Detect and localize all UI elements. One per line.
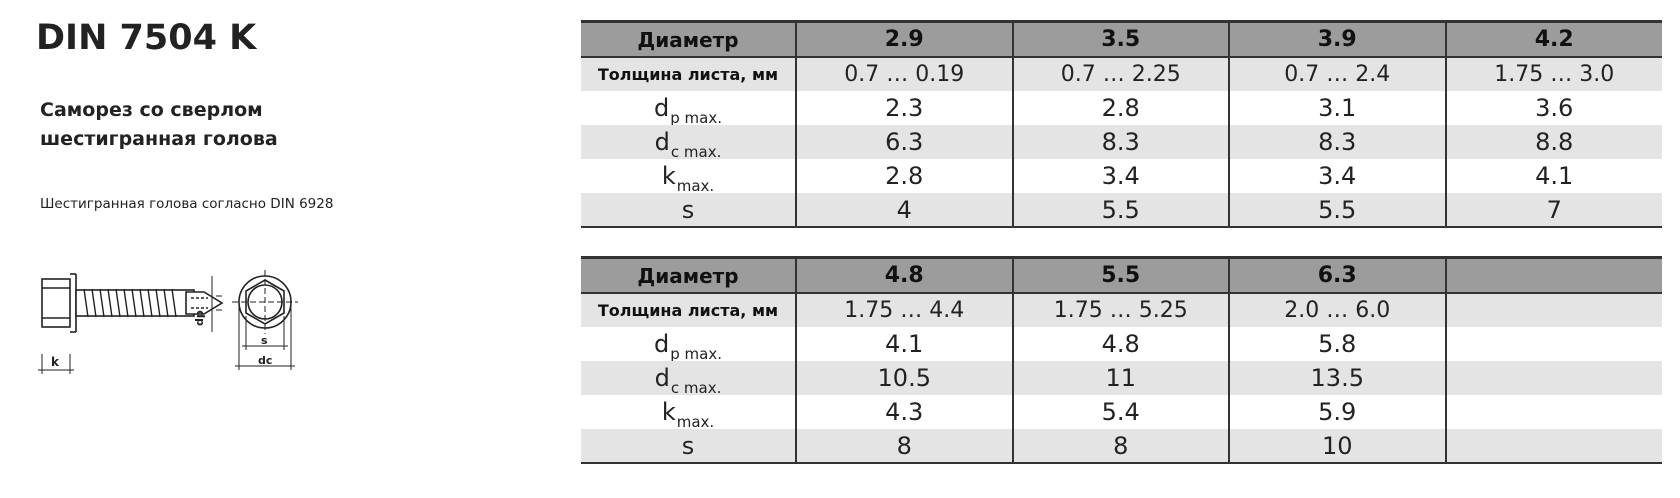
table-cell: 4.1 (1446, 159, 1663, 193)
table-cell: 6.3 (796, 125, 1013, 159)
table-row (581, 293, 1662, 327)
diameter-cell: 2.9 (796, 22, 1013, 58)
table-cell: 4 (796, 193, 1013, 227)
table-cell: 11 (1013, 361, 1230, 395)
product-subtitle (40, 96, 278, 154)
row-label: s (581, 429, 796, 463)
diameter-cell: 4.8 (796, 258, 1013, 294)
table-header-row (581, 258, 1662, 294)
diameter-cell: 6.3 (1229, 258, 1446, 294)
table-cell: 2.8 (796, 159, 1013, 193)
table-cell: 2.0 … 6.0 (1229, 293, 1446, 327)
table-row (581, 429, 1662, 463)
table-cell: 5.9 (1229, 395, 1446, 429)
row-label: s (581, 193, 796, 227)
table-row (581, 395, 1662, 429)
table-cell (1446, 327, 1663, 361)
table-cell: 5.8 (1229, 327, 1446, 361)
table-cell (1446, 361, 1663, 395)
table-row (581, 327, 1662, 361)
row-label: $d_{c max.}$ (654, 128, 722, 159)
table-cell: 3.4 (1013, 159, 1230, 193)
row-label: Толщина листа, мм (597, 301, 779, 320)
subtitle-line-2: шестигранная голова (40, 128, 278, 150)
table-cell: 4.1 (796, 327, 1013, 361)
table-cell: 7 (1446, 193, 1663, 227)
dim-label-dc: dc (258, 354, 273, 367)
table-cell: 5.5 (1013, 193, 1230, 227)
table-cell: 13.5 (1229, 361, 1446, 395)
diameter-header: Диаметр (581, 22, 796, 58)
diameter-cell: 3.9 (1229, 22, 1446, 58)
table-cell: 10.5 (796, 361, 1013, 395)
table-cell: 1.75 … 5.25 (1013, 293, 1230, 327)
diameter-header: Диаметр (581, 258, 796, 294)
table-row (581, 125, 1662, 159)
table-cell: 3.1 (1229, 91, 1446, 125)
table-row (581, 159, 1662, 193)
table-cell (1446, 395, 1663, 429)
table-cell: 8.8 (1446, 125, 1663, 159)
screw-technical-drawing (36, 266, 326, 406)
table-cell (1446, 429, 1663, 463)
table-row (581, 91, 1662, 125)
table-header-row (581, 22, 1662, 58)
subtitle-line-1: Саморез со сверлом (40, 99, 263, 121)
table-cell: 8.3 (1229, 125, 1446, 159)
table-cell: 0.7 … 2.25 (1013, 57, 1230, 91)
table-cell: 1.75 … 3.0 (1446, 57, 1663, 91)
page-title: DIN 7504 K (36, 18, 257, 58)
table-cell (1446, 293, 1663, 327)
table-cell: 1.75 … 4.4 (796, 293, 1013, 327)
table-cell: 5.4 (1013, 395, 1230, 429)
table-row (581, 193, 1662, 227)
table-cell: 8 (796, 429, 1013, 463)
dimensions-table-1 (581, 20, 1662, 228)
row-label: $k_{max.}$ (661, 398, 715, 429)
dimensions-table-2 (581, 256, 1662, 464)
dim-label-dp: dp (193, 310, 206, 326)
row-label: $d_{p max.}$ (654, 94, 722, 125)
table-cell: 10 (1229, 429, 1446, 463)
row-label: $k_{max.}$ (661, 162, 715, 193)
table-cell: 3.4 (1229, 159, 1446, 193)
table-row (581, 57, 1662, 91)
table-cell: 0.7 … 2.4 (1229, 57, 1446, 91)
table-cell: 2.3 (796, 91, 1013, 125)
row-label: $d_{p max.}$ (654, 330, 722, 361)
table-cell: 2.8 (1013, 91, 1230, 125)
dim-label-k: k (51, 355, 59, 369)
row-label: $d_{c max.}$ (654, 364, 722, 395)
diameter-cell: 4.2 (1446, 22, 1663, 58)
table-cell: 8.3 (1013, 125, 1230, 159)
dim-label-s: s (261, 334, 268, 347)
table-row (581, 361, 1662, 395)
table-cell: 4.8 (1013, 327, 1230, 361)
table-cell: 8 (1013, 429, 1230, 463)
table-cell: 5.5 (1229, 193, 1446, 227)
table-cell: 0.7 … 0.19 (796, 57, 1013, 91)
table-cell: 3.6 (1446, 91, 1663, 125)
standard-note: Шестигранная голова согласно DIN 6928 (40, 196, 334, 212)
diameter-cell: 3.5 (1013, 22, 1230, 58)
diameter-cell (1446, 258, 1663, 294)
table-cell: 4.3 (796, 395, 1013, 429)
row-label: Толщина листа, мм (597, 65, 779, 84)
diameter-cell: 5.5 (1013, 258, 1230, 294)
